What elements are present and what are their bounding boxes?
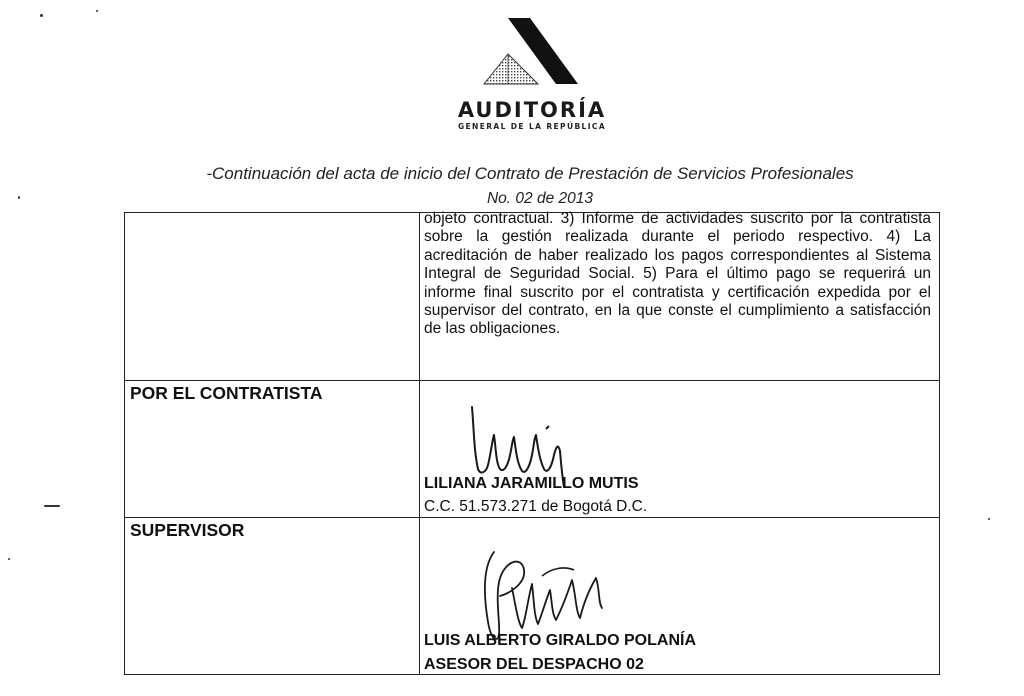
scan-speck bbox=[8, 558, 10, 560]
scan-speck bbox=[96, 10, 98, 12]
supervisor-label-cell bbox=[125, 518, 420, 675]
contratista-label-cell bbox=[125, 381, 420, 518]
logo-area bbox=[0, 0, 1024, 140]
supervisor-title: ASESOR DEL DESPACHO 02 bbox=[424, 656, 644, 673]
contratista-name: LILIANA JARAMILLO MUTIS bbox=[424, 475, 639, 492]
document-number: No. 02 de 2013 bbox=[486, 190, 593, 207]
auditoria-logo-icon bbox=[478, 14, 588, 94]
scan-speck bbox=[18, 196, 20, 199]
table-row bbox=[125, 381, 940, 518]
supervisor-signature-cell bbox=[420, 518, 940, 675]
continued-text: objeto contractual. 3) Informe de actividades suscrito por la contratista sobre la gestión realizada durante el periodo respectivo. 4) La acreditación de haber realizado los pagos correspondientes al Sistema Integral de Seguridad Social. 5) Para el último pago se requerirá un informe final suscrito por el contratista y certificación expedida por el supervisor del contrato, en la que conste el cumplimiento a satisfacción de las obligaciones. bbox=[424, 210, 931, 338]
contratista-signature-cell bbox=[420, 381, 940, 518]
contratista-label: POR EL CONTRATISTA bbox=[130, 383, 323, 403]
logo-title: AUDITORÍA bbox=[457, 98, 607, 122]
signature-table bbox=[124, 212, 940, 675]
scan-speck bbox=[40, 14, 43, 17]
contratista-id: C.C. 51.573.271 de Bogotá D.C. bbox=[424, 498, 648, 515]
document-heading: -Continuación del acta de inicio del Contrato de Prestación de Servicios Profesionales bbox=[206, 164, 854, 183]
table-row bbox=[125, 518, 940, 675]
scan-speck bbox=[988, 518, 990, 520]
table-row bbox=[125, 213, 940, 381]
logo-subtitle: GENERAL DE LA REPÚBLICA bbox=[457, 122, 607, 131]
scan-speck bbox=[44, 505, 60, 507]
supervisor-label: SUPERVISOR bbox=[130, 520, 245, 540]
continued-text-cell bbox=[420, 210, 940, 381]
empty-cell bbox=[125, 213, 420, 381]
supervisor-name: LUIS ALBERTO GIRALDO POLANÍA bbox=[424, 632, 696, 649]
